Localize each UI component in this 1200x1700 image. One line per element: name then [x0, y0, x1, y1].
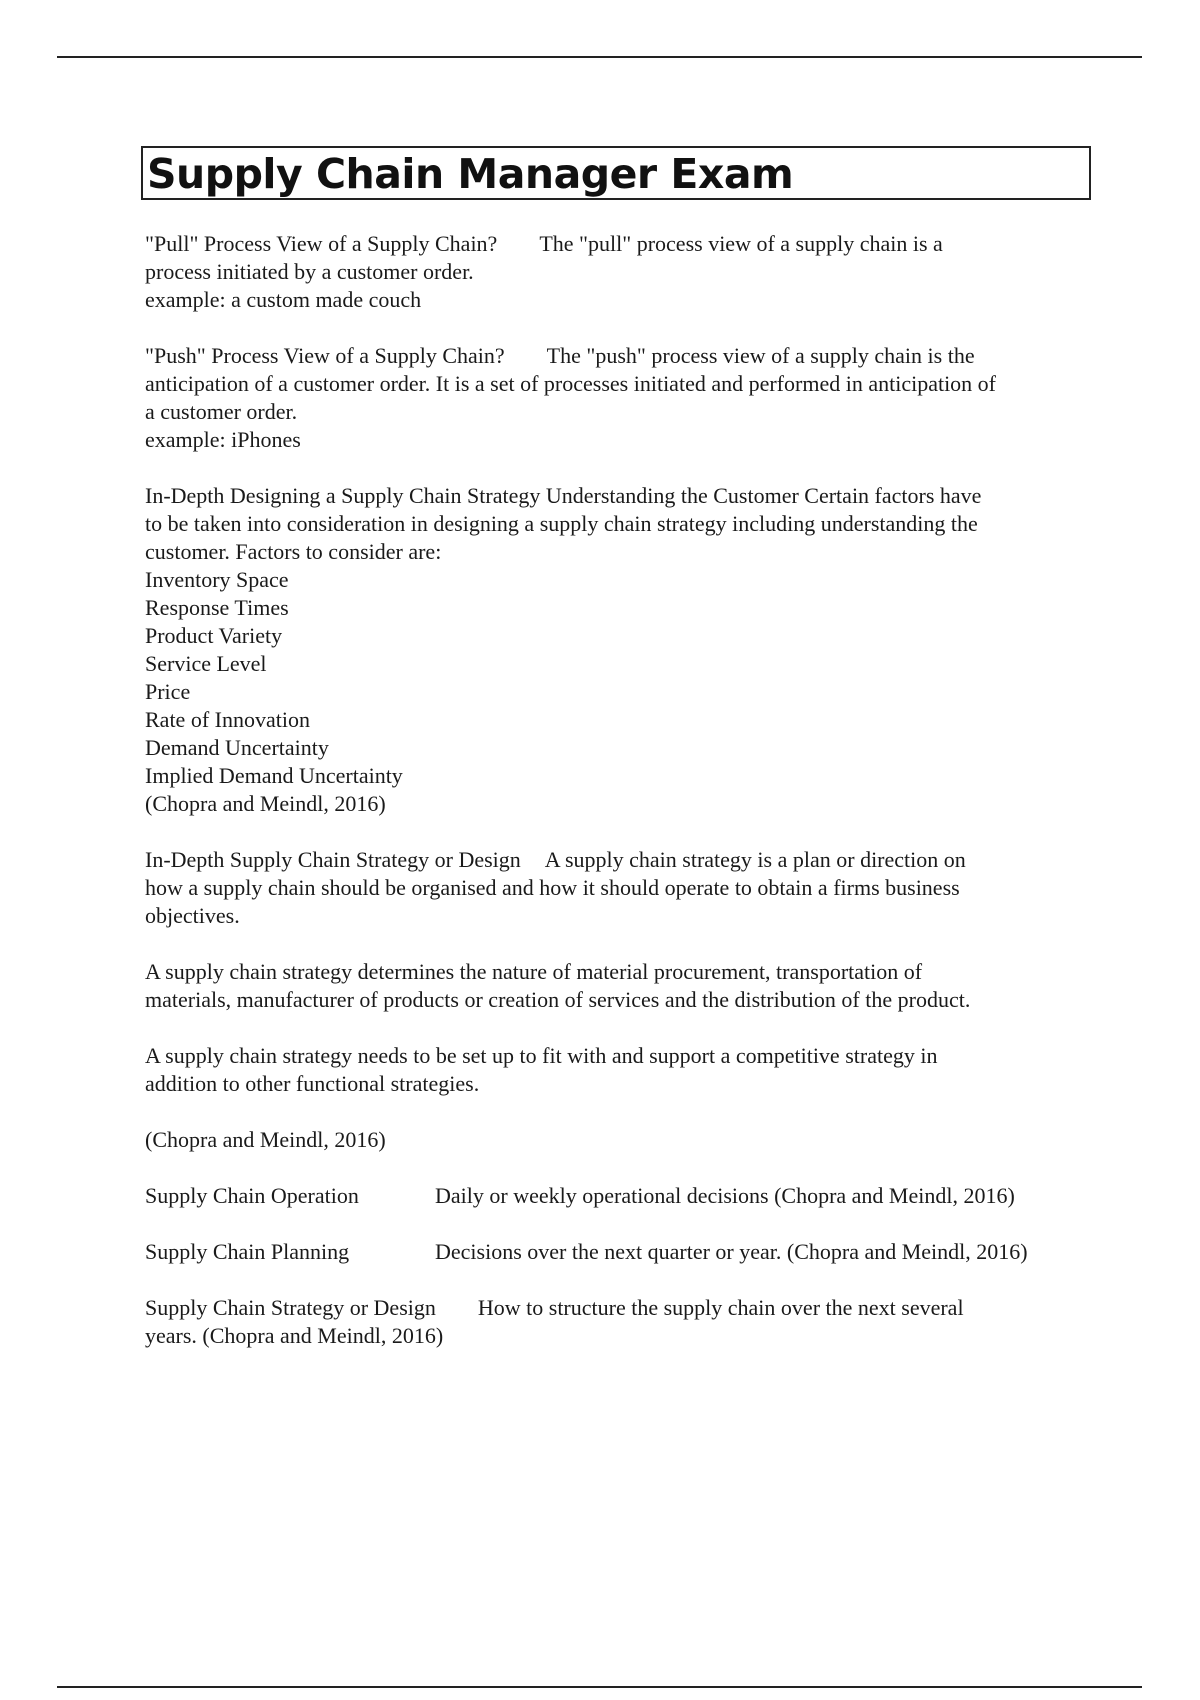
factor-item: Response Times — [145, 595, 289, 620]
entry-definition-line: Certain factors have — [804, 483, 982, 508]
entry-term: "Push" Process View of a Supply Chain? — [145, 343, 505, 368]
entry-term: In-Depth Designing a Supply Chain Strategy Understanding the Customer — [145, 483, 799, 508]
factor-item: Price — [145, 679, 191, 704]
entry-definition-line: The "pull" process view of a supply chain is a — [539, 231, 943, 256]
entry-definition-line: customer. Factors to consider are: — [145, 539, 442, 564]
entry-definition-line: materials, manufacturer of products or creation of services and the distribution of the product. — [145, 987, 971, 1012]
flashcard-entry — [145, 482, 1095, 818]
title-box — [141, 146, 1091, 200]
entry-definition-line: How to structure the supply chain over the next several — [477, 1295, 964, 1320]
entry-definition-line: addition to other functional strategies. — [145, 1071, 480, 1096]
citation: (Chopra and Meindl, 2016) — [145, 1127, 386, 1152]
entry-definition-line: Decisions over the next quarter or year. (Chopra and Meindl, 2016) — [435, 1239, 1028, 1264]
flashcard-entry — [145, 1294, 1095, 1350]
flashcard-list — [145, 230, 1095, 1378]
entry-definition-line: a customer order. — [145, 399, 298, 424]
top-rule — [57, 56, 1142, 58]
entry-term: Supply Chain Strategy or Design — [145, 1295, 436, 1320]
bottom-rule — [57, 1686, 1142, 1688]
entry-definition-line: objectives. — [145, 903, 240, 928]
flashcard-entry — [145, 342, 1095, 454]
entry-definition-line: anticipation of a customer order. It is a set of processes initiated and performed in anticipation of — [145, 371, 997, 396]
factor-item: Implied Demand Uncertainty — [145, 763, 403, 788]
flashcard-entry — [145, 1238, 1095, 1266]
entry-term: "Pull" Process View of a Supply Chain? — [145, 231, 498, 256]
entry-definition-line: A supply chain strategy needs to be set up to fit with and support a competitive strategy in — [145, 1043, 938, 1068]
entry-definition-line: years. (Chopra and Meindl, 2016) — [145, 1323, 444, 1348]
entry-term: Supply Chain Operation — [145, 1183, 359, 1208]
factor-item: Demand Uncertainty — [145, 735, 329, 760]
entry-definition-line: to be taken into consideration in designing a supply chain strategy including understanding the — [145, 511, 978, 536]
entry-definition-line: example: iPhones — [145, 427, 301, 452]
entry-term: Supply Chain Planning — [145, 1239, 350, 1264]
document-title: Supply Chain Manager Exam — [147, 150, 794, 198]
blank-line — [145, 930, 1095, 958]
factor-item: Service Level — [145, 651, 267, 676]
entry-definition-line: example: a custom made couch — [145, 287, 422, 312]
entry-term: In-Depth Supply Chain Strategy or Design — [145, 847, 521, 872]
entry-definition-line: The "push" process view of a supply chain is the — [546, 343, 975, 368]
entry-definition-line: process initiated by a customer order. — [145, 259, 474, 284]
factor-item: Product Variety — [145, 623, 283, 648]
factor-item: Inventory Space — [145, 567, 289, 592]
flashcard-entry — [145, 1182, 1095, 1210]
entry-definition-line: A supply chain strategy is a plan or direction on — [544, 847, 966, 872]
entry-definition-line: how a supply chain should be organised and how it should operate to obtain a firms business — [145, 875, 960, 900]
citation: (Chopra and Meindl, 2016) — [145, 791, 386, 816]
blank-line — [145, 1098, 1095, 1126]
factor-item: Rate of Innovation — [145, 707, 310, 732]
flashcard-entry — [145, 230, 1095, 314]
blank-line — [145, 1014, 1095, 1042]
flashcard-entry — [145, 846, 1095, 1154]
entry-definition-line: Daily or weekly operational decisions (Chopra and Meindl, 2016) — [435, 1183, 1015, 1208]
entry-definition-line: A supply chain strategy determines the nature of material procurement, transportation of — [145, 959, 923, 984]
